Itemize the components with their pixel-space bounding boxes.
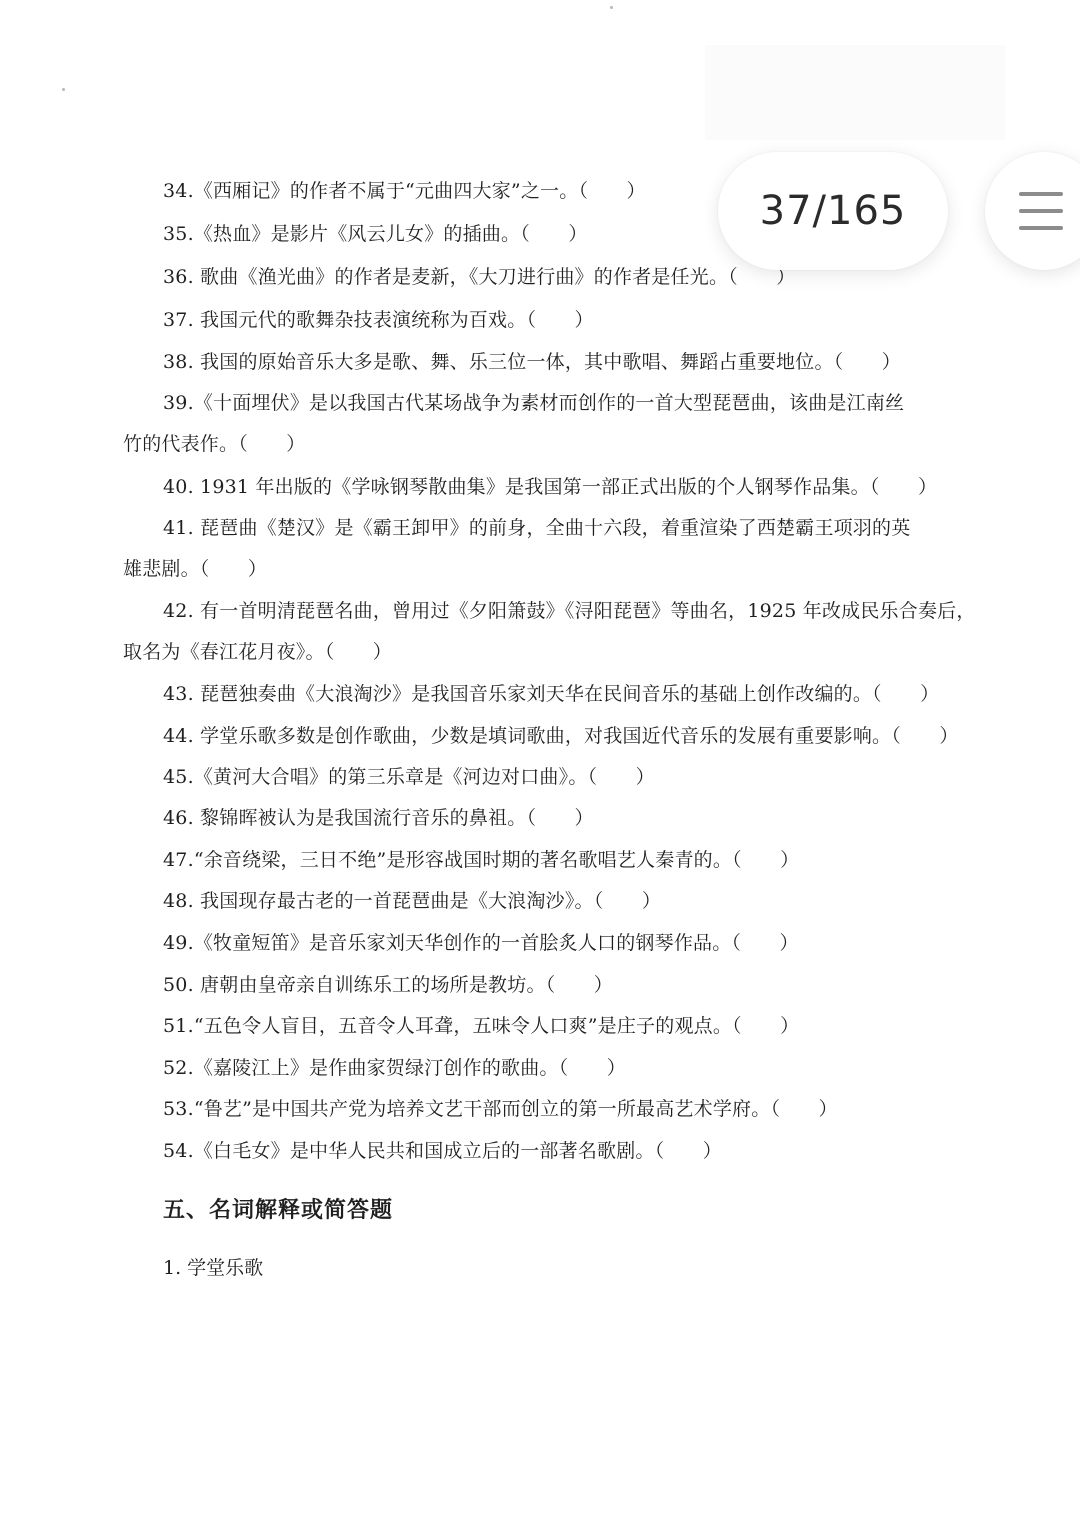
question-46: 46. 黎锦晖被认为是我国流行音乐的鼻祖。（ ）: [163, 807, 594, 829]
question-38: 38. 我国的原始音乐大多是歌、舞、乐三位一体，其中歌唱、舞蹈占重要地位。（ ）: [163, 351, 901, 373]
question-51: 51.“五色令人盲目，五音令人耳聋，五味令人口爽”是庄子的观点。（ ）: [163, 1015, 800, 1037]
question-50: 50. 唐朝由皇帝亲自训练乐工的场所是教坊。（ ）: [163, 974, 613, 996]
question-47: 47.“余音绕梁，三日不绝”是形容战国时期的著名歌唱艺人秦青的。（ ）: [163, 849, 800, 871]
section-heading: 五、名词解释或简答题: [163, 1197, 394, 1223]
question-41-line-2: 雄悲剧。（ ）: [123, 558, 268, 580]
hamburger-menu-icon: [1019, 191, 1063, 231]
question-39-line-2: 竹的代表作。（ ）: [123, 433, 306, 455]
question-48: 48. 我国现存最古老的一首琵琶曲是《大浪淘沙》。（ ）: [163, 890, 662, 912]
question-40: 40. 1931 年出版的《学咏钢琴散曲集》是我国第一部正式出版的个人钢琴作品集。（ ）: [163, 476, 938, 498]
question-49: 49.《牧童短笛》是音乐家刘天华创作的一首脍炙人口的钢琴作品。（ ）: [163, 932, 799, 954]
question-41-line-1: 41. 琵琶曲《楚汉》是《霸王卸甲》的前身，全曲十六段，着重渲染了西楚霸王项羽的英: [163, 517, 911, 539]
question-34: 34.《西厢记》的作者不属于“元曲四大家”之一。（ ）: [163, 180, 646, 202]
question-44: 44. 学堂乐歌多数是创作歌曲，少数是填词歌曲，对我国近代音乐的发展有重要影响。（ ）: [163, 725, 959, 747]
question-39: [123, 383, 983, 465]
section-item-1: 1. 学堂乐歌: [163, 1257, 264, 1279]
question-42: [123, 591, 983, 673]
question-41: [123, 508, 983, 590]
question-36: 36. 歌曲《渔光曲》的作者是麦新，《大刀进行曲》的作者是任光。（ ）: [163, 266, 796, 288]
question-43: 43. 琵琶独奏曲《大浪淘沙》是我国音乐家刘天华在民间音乐的基础上创作改编的。（ ）: [163, 683, 940, 705]
page-indicator[interactable]: 37/165: [718, 152, 948, 270]
question-54: 54.《白毛女》是中华人民共和国成立后的一部著名歌剧。（ ）: [163, 1140, 722, 1162]
question-53: 53.“鲁艺”是中国共产党为培养文艺干部而创立的第一所最高艺术学府。（ ）: [163, 1098, 838, 1120]
question-42-line-1: 42. 有一首明清琵琶名曲，曾用过《夕阳箫鼓》《浔阳琵琶》等曲名，1925 年改成民乐合奏后，: [163, 600, 976, 622]
question-42-line-2: 取名为《春江花月夜》。（ ）: [123, 641, 393, 663]
question-39-line-1: 39.《十面埋伏》是以我国古代某场战争为素材而创作的一首大型琵琶曲，该曲是江南丝: [163, 392, 905, 414]
question-37: 37. 我国元代的歌舞杂技表演统称为百戏。（ ）: [163, 309, 594, 331]
question-35: 35.《热血》是影片《风云儿女》的插曲。（ ）: [163, 223, 588, 245]
question-45: 45.《黄河大合唱》的第三乐章是《河边对口曲》。（ ）: [163, 766, 655, 788]
question-52: 52.《嘉陵江上》是作曲家贺绿汀创作的歌曲。（ ）: [163, 1057, 626, 1079]
